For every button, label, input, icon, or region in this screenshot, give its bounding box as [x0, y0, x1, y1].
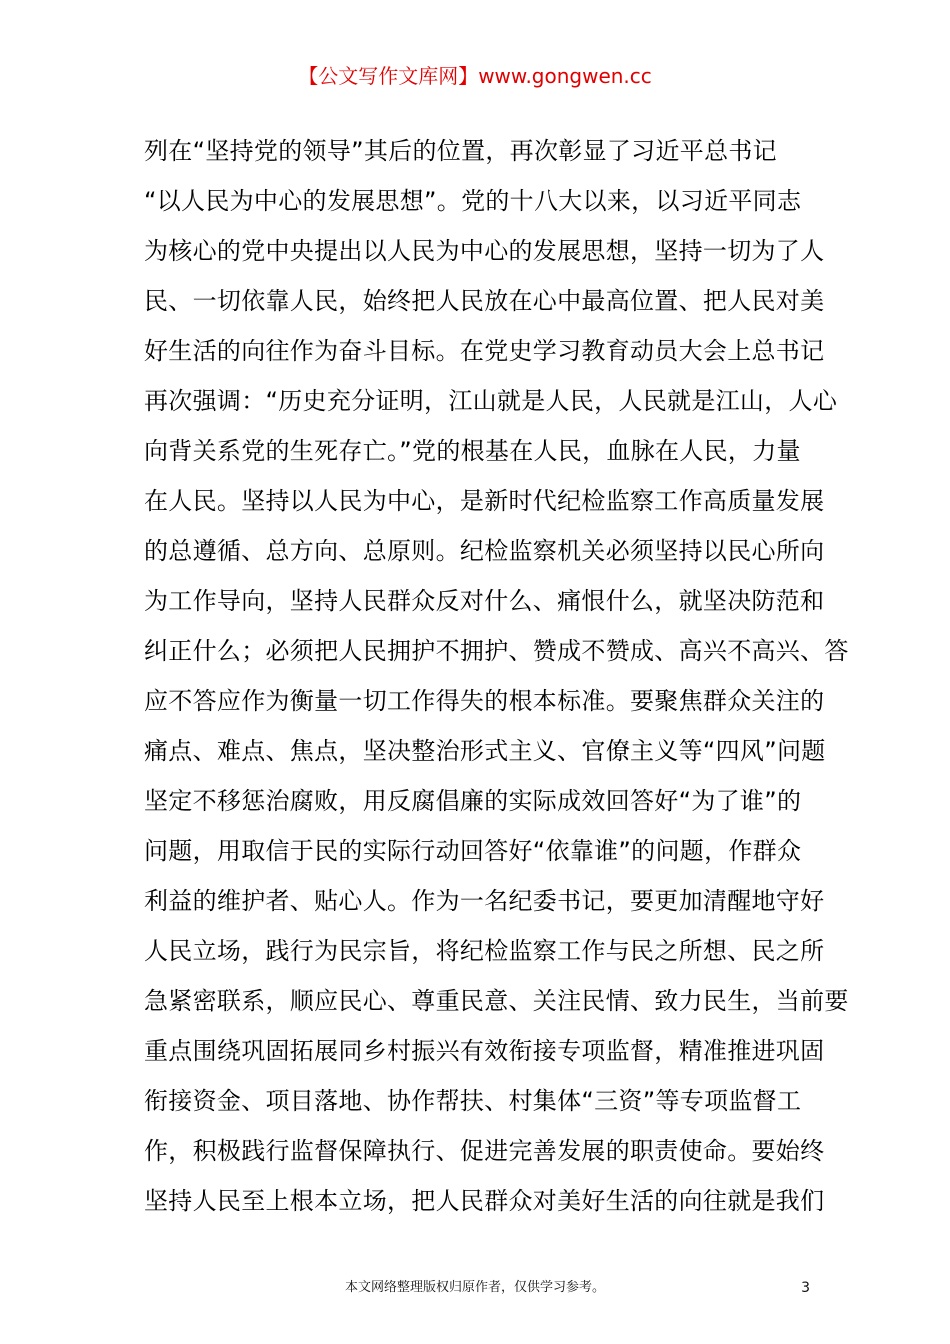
body-line: 作，积极践行监督保障执行、促进完善发展的职责使命。要始终	[144, 1137, 825, 1165]
body-line: 痛点、难点、焦点，坚决整治形式主义、官僚主义等“四风”问题	[144, 737, 826, 765]
body-line: 重点围绕巩固拓展同乡村振兴有效衔接专项监督，精准推进巩固	[144, 1037, 825, 1065]
body-line: 再次强调：“历史充分证明，江山就是人民，人民就是江山，人心	[144, 387, 838, 415]
body-line: 衔接资金、项目落地、协作帮扶、村集体“三资”等专项监督工	[144, 1087, 802, 1115]
body-line: 在人民。坚持以人民为中心，是新时代纪检监察工作高质量发展	[144, 487, 825, 515]
body-line: 问题，用取信于民的实际行动回答好“依靠谁”的问题，作群众	[144, 837, 802, 865]
site-header-link: 【公文写作文库网】www.gongwen.cc	[298, 64, 652, 88]
body-line: 列在“坚持党的领导”其后的位置，再次彰显了习近平总书记	[144, 137, 777, 165]
body-line: “以人民为中心的发展思想”。党的十八大以来，以习近平同志	[144, 187, 802, 215]
page-number: 3	[801, 1280, 810, 1296]
body-line: 应不答应作为衡量一切工作得失的根本标准。要聚焦群众关注的	[144, 687, 825, 715]
body-line: 急紧密联系，顺应民心、尊重民意、关注民情、致力民生，当前要	[144, 987, 849, 1015]
body-line: 纠正什么；必须把人民拥护不拥护、赞成不赞成、高兴不高兴、答	[144, 637, 849, 665]
body-line: 人民立场，践行为民宗旨，将纪检监察工作与民之所想、民之所	[144, 937, 825, 965]
body-line: 坚持人民至上根本立场，把人民群众对美好生活的向往就是我们	[144, 1187, 825, 1215]
body-line: 利益的维护者、贴心人。作为一名纪委书记，要更加清醒地守好	[144, 887, 825, 915]
body-line: 为核心的党中央提出以人民为中心的发展思想，坚持一切为了人	[144, 237, 825, 265]
body-line: 为工作导向，坚持人民群众反对什么、痛恨什么，就坚决防范和	[144, 587, 825, 615]
footer-note: 本文网络整理版权归原作者，仅供学习参考。	[344, 1280, 605, 1295]
body-line: 民、一切依靠人民，始终把人民放在心中最高位置、把人民对美	[144, 287, 825, 315]
body-line: 向背关系党的生死存亡。”党的根基在人民，血脉在人民，力量	[144, 437, 801, 465]
body-line: 的总遵循、总方向、总原则。纪检监察机关必须坚持以民心所向	[144, 537, 825, 565]
body-line: 坚定不移惩治腐败，用反腐倡廉的实际成效回答好“为了谁”的	[144, 787, 802, 815]
document-body	[144, 126, 849, 1226]
body-line: 好生活的向往作为奋斗目标。在党史学习教育动员大会上总书记	[144, 337, 825, 365]
